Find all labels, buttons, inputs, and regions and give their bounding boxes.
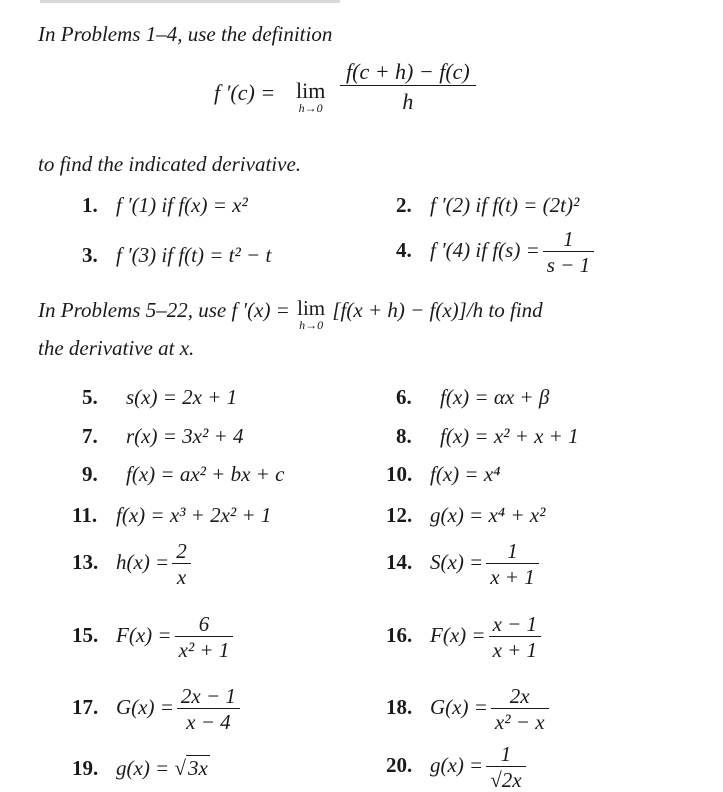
problem-number: 5. [82,385,98,409]
radical-sign: √ [174,756,187,780]
problem-2 [396,193,579,218]
problem-expression: f(x) = x⁴ [430,462,501,486]
problem-expression: f ′(1) if f(x) = x² [116,193,248,217]
problem-expression: f(x) = ax² + bx + c [126,462,285,486]
section2-intro-before: In Problems 5–22, use f ′(x) = [38,298,290,322]
fraction-denominator: √2x [486,766,525,791]
problem-17 [72,685,243,733]
problem-20 [386,743,529,791]
problem-number: 13. [72,549,99,574]
problem-expression: f(x) = αx + β [440,385,550,409]
problem-3 [82,243,271,268]
problem-expression: g(x) = x⁴ + x² [430,503,546,527]
section2-intro [38,298,543,331]
problem-expression: f(x) = x³ + 2x² + 1 [116,503,272,527]
formula-lim [296,80,325,114]
problem-expression: s(x) = 2x + 1 [126,385,238,409]
section2-intro-line2: the derivative at x. [38,336,195,360]
problem-5 [82,385,237,410]
lim-subscript: h→0 [299,318,324,332]
problem-number: 14. [386,549,413,574]
problem-number: 1. [82,193,98,217]
fraction-numerator: 2 [176,539,187,563]
problem-1 [82,193,248,218]
problem-number: 20. [386,752,413,777]
problem-13 [72,540,194,588]
problem-18 [386,685,552,733]
formula-denominator: h [340,85,476,113]
problem-9 [82,462,284,487]
problem-14 [386,540,542,588]
lim-word: lim [297,296,326,320]
formula-fraction [340,60,476,113]
problem-lead: G(x) = [116,694,174,719]
problem-lead: f ′(4) if f(s) = [430,237,540,262]
problem-number: 18. [386,694,413,719]
problem-7 [82,424,243,449]
problem-number: 6. [396,385,412,409]
fraction-numerator: 2x [509,684,530,708]
problem-number: 3. [82,243,98,267]
problem-expression: r(x) = 3x² + 4 [126,424,244,448]
problem-number: 9. [82,462,98,486]
problem-6 [396,385,549,410]
problem-12 [386,503,545,528]
problem-number: 8. [396,424,412,448]
problem-10 [386,462,500,487]
problem-number: 17. [72,694,99,719]
fraction-denominator: x² + 1 [175,636,234,661]
fraction-denominator: x + 1 [489,636,542,661]
fraction-denominator: x [172,563,191,588]
problem-number: 12. [386,503,413,527]
problem-number: 10. [386,462,413,486]
fraction-numerator: x − 1 [492,612,538,636]
problem-8 [396,424,579,449]
section1-outro: to find the indicated derivative. [38,152,302,176]
problem-lead: F(x) = [116,622,172,647]
problem-lead: S(x) = [430,549,484,574]
problem-number: 16. [386,622,413,647]
problem-16 [386,613,544,661]
problem-lead: h(x) = [116,549,170,574]
formula-lhs: f ′(c) = [214,80,276,105]
fraction-denominator: s − 1 [543,251,594,276]
formula-numerator: f(c + h) − f(c) [346,59,470,84]
fraction-denominator: x² − x [491,708,549,733]
problem-expression: f ′(3) if f(t) = t² − t [116,243,272,267]
lim-word: lim [296,78,326,103]
problem-number: 2. [396,193,412,217]
problem-11 [72,503,271,528]
problem-number: 4. [396,237,412,262]
problem-number: 7. [82,424,98,448]
fraction-numerator: 1 [507,539,518,563]
fraction-denominator: x + 1 [486,563,539,588]
section1-intro: In Problems 1–4, use the definition [38,22,333,46]
fraction-numerator: 6 [198,612,210,636]
problem-number: 19. [72,756,99,780]
section2-intro-after: [f(x + h) − f(x)]/h to find [332,298,543,322]
fraction-numerator: 1 [500,742,512,766]
fraction-numerator: 2x − 1 [180,684,236,708]
problem-15 [72,613,236,661]
fraction-denominator: x − 4 [177,708,240,733]
lim-subscript: h→0 [298,101,323,115]
cropped-header-rule [40,0,340,3]
problem-number: 11. [72,503,98,527]
problem-lead: g(x) = [116,756,170,780]
problem-lead: F(x) = [430,622,486,647]
radicand: 3x [188,756,208,780]
problem-lead: g(x) = [430,752,484,777]
problem-expression: f ′(2) if f(t) = (2t)² [430,193,580,217]
problem-expression: f(x) = x² + x + 1 [440,424,579,448]
fraction-numerator: 1 [563,227,574,251]
problem-4 [396,228,597,276]
problem-number: 15. [72,622,99,647]
problem-19 [72,756,210,781]
problem-lead: G(x) = [430,694,488,719]
